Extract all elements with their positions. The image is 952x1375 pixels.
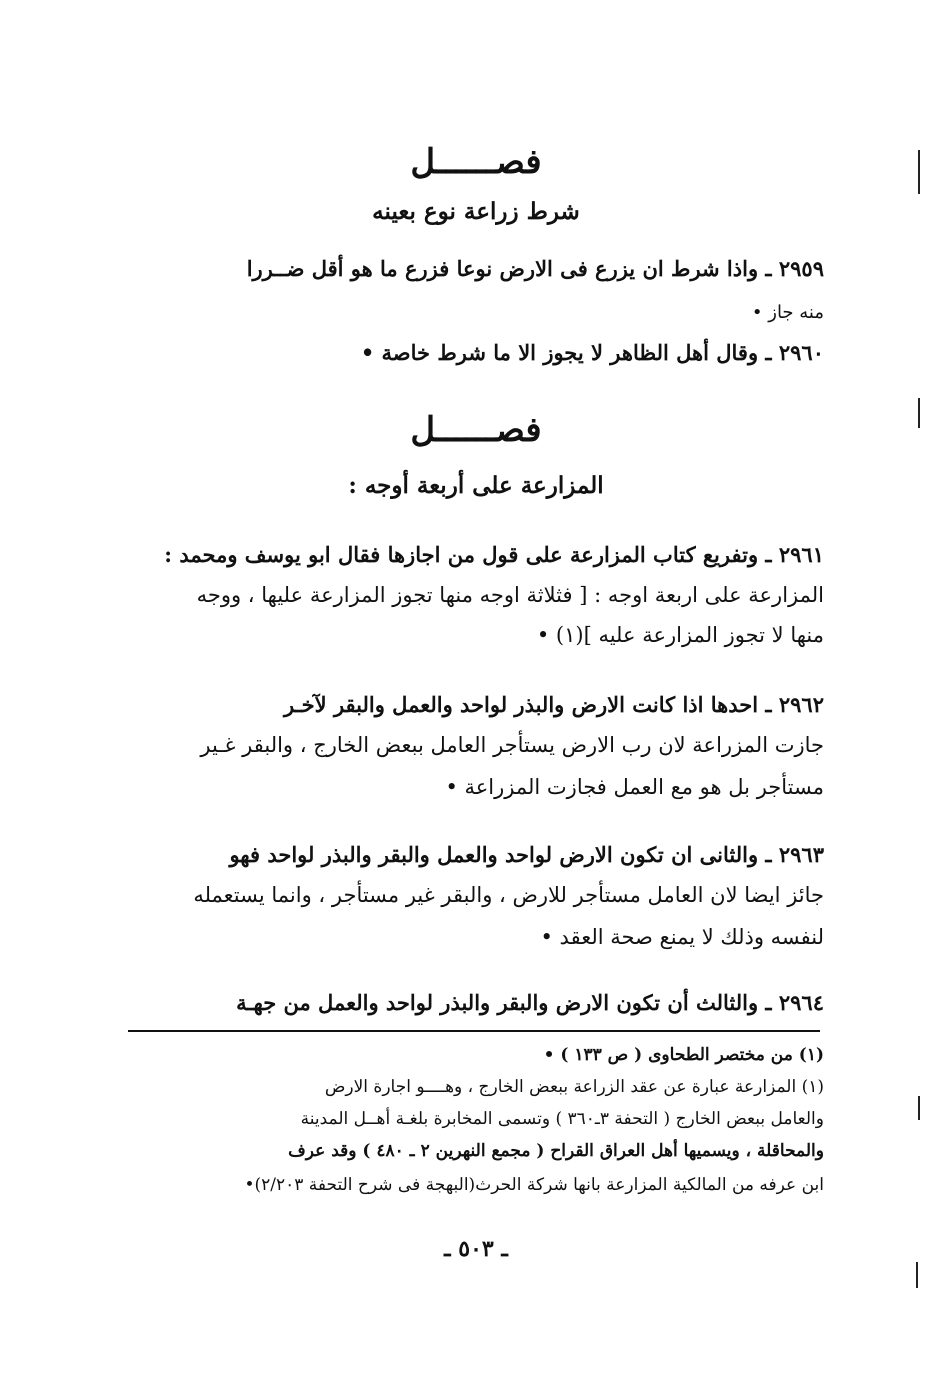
section-heading-text: فصــــــل bbox=[410, 142, 542, 182]
paragraph-line: ٢٩٦٤ ـ والثالث أن تكون الارض والبقر والبذر لواحد والعمل من جهـة bbox=[236, 990, 824, 1015]
section-subheading: شرط زراعة نوع بعينه bbox=[372, 198, 580, 225]
paragraph-line: ٢٩٦١ ـ وتفريع كتاب المزارعة على قول من اجازها فقال ابو يوسف ومحمد : bbox=[164, 542, 824, 567]
footnote-line: والعامل ببعض الخارج ( التحفة ٣ـ٣٦٠ ) وتسمى المخابرة بلغـة أهــل المدينة bbox=[300, 1109, 824, 1129]
paragraph-line: جازت المزراعة لان رب الارض يستأجر العامل ببعض الخارج ، والبقر غـير bbox=[200, 733, 824, 757]
margin-mark bbox=[916, 1262, 918, 1288]
paragraph-line: مستأجر بل هو مع العمل فجازت المزراعة • bbox=[445, 775, 824, 799]
section-heading bbox=[0, 142, 952, 182]
section-heading-text: فصــــــل bbox=[410, 410, 542, 450]
margin-mark bbox=[918, 1096, 920, 1120]
paragraph-line: ٢٩٥٩ ـ واذا شرط ان يزرع فى الارض نوعا فزرع ما هو أقل ضــررا bbox=[246, 256, 824, 281]
paragraph-line: ٢٩٦٣ ـ والثانى ان تكون الارض لواحد والعمل والبقر والبذر لواحد فهو bbox=[229, 842, 824, 867]
footnote-line: (١) من مختصر الطحاوى ( ص ١٣٣ ) • bbox=[543, 1045, 824, 1065]
page-number: ـ ٥٠٣ ـ bbox=[444, 1236, 508, 1262]
paragraph-line: ٢٩٦٢ ـ احدها اذا كانت الارض والبذر لواحد والعمل والبقر لآخـر bbox=[283, 692, 824, 717]
footnote-line: (١) المزارعة عبارة عن عقد الزراعة ببعض الخارج ، وهــــو اجارة الارض bbox=[324, 1077, 824, 1097]
paragraph-line: منها لا تجوز المزارعة عليه ](١) • bbox=[536, 623, 824, 647]
paragraph-line: المزارعة على اربعة اوجه : [ فثلاثة اوجه منها تجوز المزارعة عليها ، ووجه bbox=[196, 583, 824, 607]
footnote-rule bbox=[128, 1030, 820, 1032]
paragraph-line: لنفسه وذلك لا يمنع صحة العقد • bbox=[540, 925, 824, 949]
footnote-line: ابن عرفه من المالكية المزارعة بانها شركة الحرث(البهجة فى شرح التحفة ٢/٢٠٣)• bbox=[244, 1175, 824, 1195]
paragraph-line: جائز ايضا لان العامل مستأجر للارض ، والبقر غير مستأجر ، وانما يستعمله bbox=[193, 883, 824, 907]
section-heading bbox=[0, 410, 952, 450]
section-subheading: المزارعة على أربعة أوجه : bbox=[348, 472, 604, 499]
footnote-line: والمحاقلة ، ويسميها أهل العراق القراح ( مجمع النهرين ٢ ـ ٤٨٠ ) وقد عرف bbox=[288, 1141, 824, 1161]
paragraph-line: ٢٩٦٠ ـ وقال أهل الظاهر لا يجوز الا ما شرط خاصة • bbox=[360, 340, 824, 365]
paragraph-line: منه جاز • bbox=[751, 302, 824, 323]
